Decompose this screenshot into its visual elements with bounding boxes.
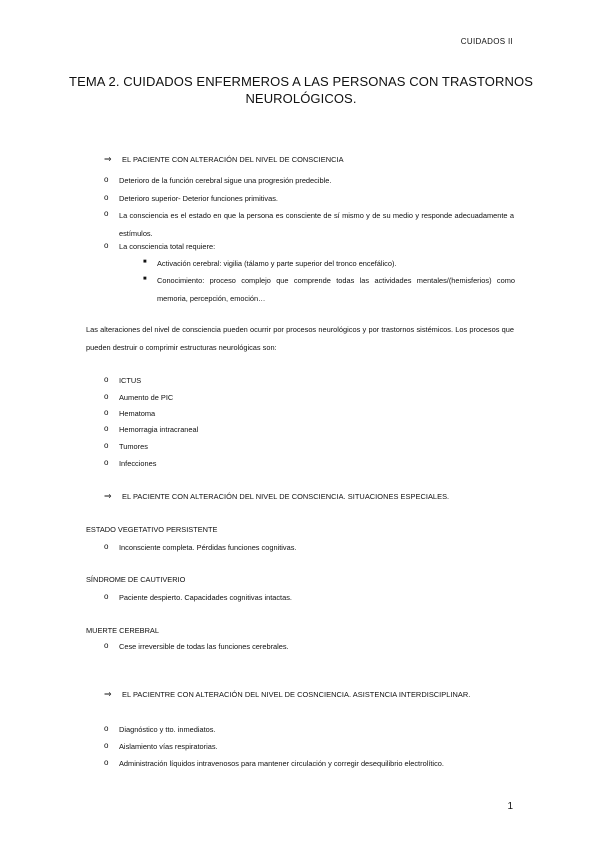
bullet-icon: o — [104, 175, 109, 184]
list-item — [104, 543, 504, 555]
list-item-text: La consciencia total requiere: — [119, 242, 216, 251]
bullet-icon: o — [104, 193, 109, 202]
list-item-text: Inconsciente completa. Pérdidas funciones cognitivas. — [119, 543, 297, 552]
subheading: ESTADO VEGETATIVO PERSISTENTE — [86, 525, 218, 534]
list-item-text: La consciencia es el estado en que la persona es consciente de sí mismo y de su medio y responde adecuadamente a estímulos. — [119, 211, 514, 238]
list-item — [104, 425, 404, 437]
list-item — [104, 442, 404, 454]
bullet-icon: o — [104, 392, 109, 401]
list-item-text: Aumento de PIC — [119, 393, 174, 402]
section-heading-3 — [104, 690, 524, 702]
list-item-text: Tumores — [119, 442, 148, 451]
list-item-text: Deterioro superior- Deterior funciones primitivas. — [119, 194, 278, 203]
list-item-text: Diagnóstico y tto. inmediatos. — [119, 725, 216, 734]
list-item-text: Administración líquidos intravenosos para mantener circulación y corregir desequilibrio electrolítico. — [119, 759, 444, 768]
list-item — [104, 593, 504, 605]
arrow-icon: ⇒ — [104, 491, 112, 501]
body-paragraph: Las alteraciones del nivel de consciencia pueden ocurrir por procesos neurológicos y por trastornos sistémicos. Los procesos que pueden destruir o comprimir estructuras neurológicas son: — [86, 325, 514, 352]
list-item — [104, 194, 524, 206]
bullet-icon: o — [104, 542, 109, 551]
list-item — [104, 759, 524, 771]
list-item-text: ICTUS — [119, 376, 142, 385]
section-heading-text: EL PACIENTE CON ALTERACIÓN DEL NIVEL DE CONSCIENCIA. SITUACIONES ESPECIALES. — [122, 492, 450, 501]
bullet-icon: o — [104, 592, 109, 601]
list-item — [104, 376, 404, 388]
bullet-icon: o — [104, 758, 109, 767]
list-item — [104, 210, 514, 246]
running-header: CUIDADOS II — [460, 37, 513, 46]
bullet-icon: o — [104, 441, 109, 450]
document-title: TEMA 2. CUIDADOS ENFERMEROS A LAS PERSONAS CON TRASTORNOS NEUROLÓGICOS. — [69, 74, 533, 106]
list-item — [104, 176, 524, 188]
list-item — [104, 742, 524, 754]
square-bullet-icon: ■ — [143, 259, 147, 265]
list-item-text: Deterioro de la función cerebral sigue una progresión predecible. — [119, 176, 332, 185]
bullet-icon: o — [104, 741, 109, 750]
sub-list-item-text: Conocimiento: proceso complejo que comprende todas las actividades mentales/(hemisferios) como memoria, percepción, emoción… — [157, 276, 515, 303]
list-item — [104, 642, 504, 654]
arrow-icon: ⇒ — [104, 154, 112, 164]
list-item — [104, 393, 404, 405]
list-item — [104, 242, 524, 254]
arrow-icon: ⇒ — [104, 689, 112, 699]
bullet-icon: o — [104, 458, 109, 467]
page-number: 1 — [507, 801, 513, 812]
square-bullet-icon: ■ — [143, 276, 147, 282]
section-heading-2 — [104, 492, 524, 504]
sub-list-item — [143, 272, 515, 308]
bullet-icon: o — [104, 424, 109, 433]
bullet-icon: o — [104, 375, 109, 384]
subheading: SÍNDROME DE CAUTIVERIO — [86, 575, 186, 584]
bullet-icon: o — [104, 209, 109, 218]
list-item-text: Infecciones — [119, 459, 157, 468]
section-heading-1 — [104, 155, 504, 167]
list-item-text: Hemorragia intracraneal — [119, 425, 199, 434]
list-item-text: Paciente despierto. Capacidades cognitivas intactas. — [119, 593, 292, 602]
list-item-text: Aislamiento vías respiratorias. — [119, 742, 218, 751]
sub-list-item — [143, 259, 523, 271]
list-item-text: Cese irreversible de todas las funciones cerebrales. — [119, 642, 289, 651]
list-item-text: Hematoma — [119, 409, 156, 418]
section-heading-text: EL PACIENTRE CON ALTERACIÓN DEL NIVEL DE COSNCIENCIA. ASISTENCIA INTERDISCIPLINAR. — [122, 690, 471, 699]
bullet-icon: o — [104, 641, 109, 650]
list-item — [104, 725, 524, 737]
list-item — [104, 409, 404, 421]
bullet-icon: o — [104, 724, 109, 733]
section-heading-text: EL PACIENTE CON ALTERACIÓN DEL NIVEL DE CONSCIENCIA — [122, 155, 344, 164]
bullet-icon: o — [104, 408, 109, 417]
sub-list-item-text: Activación cerebral: vigilia (tálamo y parte superior del tronco encefálico). — [157, 259, 397, 268]
bullet-icon: o — [104, 241, 109, 250]
list-item — [104, 459, 404, 471]
subheading: MUERTE CEREBRAL — [86, 626, 159, 635]
